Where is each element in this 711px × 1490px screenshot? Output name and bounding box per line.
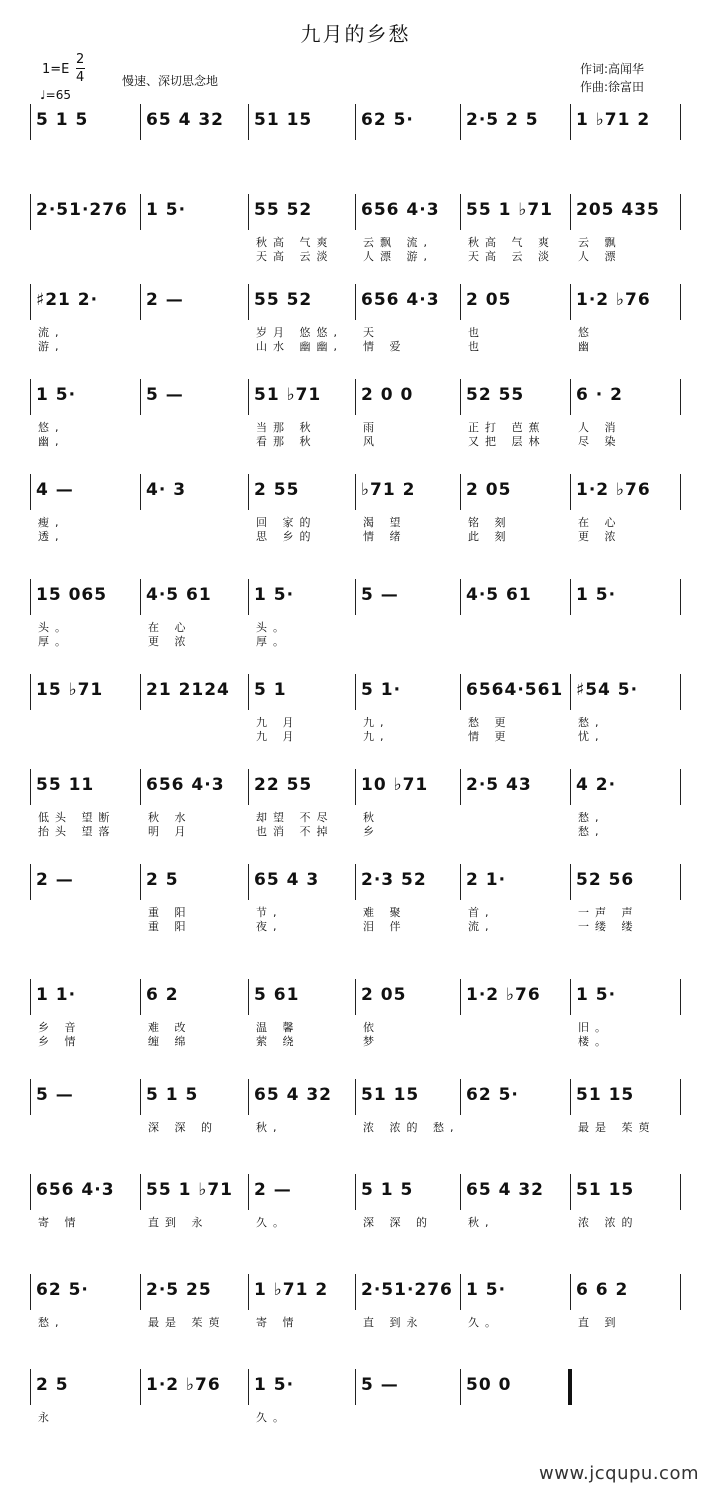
measure-notes: 15 ♭71 — [36, 680, 104, 700]
bar-line — [570, 379, 571, 415]
bar-line — [680, 674, 681, 710]
lyric-verse-1: 乡 音 — [38, 1021, 82, 1034]
measure-notes: 5 1 5 — [361, 1180, 414, 1200]
lyric-verse-2: 尽 染 — [578, 435, 622, 448]
lyric-verse-1: 秋, — [256, 1121, 283, 1134]
bar-line — [30, 674, 31, 710]
measure-notes: 50 0 — [466, 1375, 512, 1395]
bar-line — [140, 1174, 141, 1210]
bar-line — [248, 1079, 249, 1115]
bar-line — [140, 1079, 141, 1115]
bar-line — [140, 474, 141, 510]
lyric-verse-2: 情 爱 — [363, 340, 407, 353]
bar-line — [248, 579, 249, 615]
lyric-verse-2: 厚。 — [38, 635, 72, 648]
measure-notes: 55 11 — [36, 775, 95, 795]
lyric-verse-2: 天高 云淡 — [256, 250, 334, 263]
bar-line — [460, 769, 461, 805]
measure-notes: 51 15 — [254, 110, 313, 130]
measure-notes: 5 — — [361, 585, 399, 605]
lyric-verse-2: 幽 — [578, 340, 595, 353]
lyric-verse-2: 九, — [363, 730, 390, 743]
measure-notes: 2 0 0 — [361, 385, 414, 405]
page-title: 九月的乡愁 — [300, 22, 411, 46]
bar-line — [460, 284, 461, 320]
bar-line — [570, 284, 571, 320]
measure-notes: 1·2 ♭76 — [576, 480, 651, 500]
lyric-verse-2: 幽, — [38, 435, 65, 448]
bar-line — [680, 979, 681, 1015]
lyric-verse-2: 九 月 — [256, 730, 300, 743]
lyricist-credit: 作词:高闻华 — [580, 62, 645, 76]
lyric-verse-1: 温 馨 — [256, 1021, 300, 1034]
bar-line — [248, 379, 249, 415]
bar-line — [355, 104, 356, 140]
bar-line — [680, 379, 681, 415]
measure-notes: 55 1 ♭71 — [146, 1180, 233, 1200]
bar-line — [30, 1079, 31, 1115]
bar-line — [680, 1174, 681, 1210]
measure-notes: 4· 3 — [146, 480, 187, 500]
measure-notes: 2 55 — [254, 480, 300, 500]
measure-notes: 65 4 32 — [466, 1180, 544, 1200]
measure-notes: 5 — — [146, 385, 184, 405]
bar-line — [570, 674, 571, 710]
lyric-verse-1: 在 心 — [578, 516, 622, 529]
measure-notes: 1 5· — [254, 585, 295, 605]
lyric-verse-1: 人 消 — [578, 421, 622, 434]
bar-line — [460, 864, 461, 900]
lyric-verse-1: 重 阳 — [148, 906, 192, 919]
bar-line — [680, 474, 681, 510]
lyric-verse-1: 天 — [363, 326, 380, 339]
measure-notes: 2·5 25 — [146, 1280, 212, 1300]
measure-notes: 656 4·3 — [146, 775, 225, 795]
measure-notes: ♯21 2· — [36, 290, 99, 310]
measure-notes: 62 5· — [361, 110, 414, 130]
lyric-verse-2: 此 刻 — [468, 530, 512, 543]
bar-line — [248, 864, 249, 900]
measure-notes: 65 4 32 — [146, 110, 224, 130]
bar-line — [460, 474, 461, 510]
lyric-verse-1: 一声 声 — [578, 906, 639, 919]
bar-line — [30, 769, 31, 805]
measure-notes: ♯54 5· — [576, 680, 639, 700]
lyric-verse-1: 直到 永 — [148, 1216, 209, 1229]
lyric-verse-2: 也 — [468, 340, 485, 353]
expression-mark: 慢速、深切思念地 — [122, 74, 219, 88]
time-signature-top: 2 — [76, 52, 85, 67]
measure-notes: 5 1 — [254, 680, 287, 700]
lyric-verse-2: 思 乡的 — [256, 530, 317, 543]
lyric-verse-2: 一缕 缕 — [578, 920, 639, 933]
measure-notes: 656 4·3 — [36, 1180, 115, 1200]
measure-notes: 656 4·3 — [361, 200, 440, 220]
bar-line — [248, 674, 249, 710]
measure-notes: 2·3 52 — [361, 870, 427, 890]
lyric-verse-1: 在 心 — [148, 621, 192, 634]
watermark: www.jcqupu.com — [539, 1463, 699, 1484]
bar-line — [140, 979, 141, 1015]
lyric-verse-1: 愁 更 — [468, 716, 512, 729]
bar-line — [460, 194, 461, 230]
lyric-verse-1: 浓 浓的 愁, — [363, 1121, 460, 1134]
measure-notes: 4 2· — [576, 775, 617, 795]
lyric-verse-1: 九, — [363, 716, 390, 729]
bar-line — [355, 769, 356, 805]
lyric-verse-1: 久。 — [256, 1411, 290, 1424]
lyric-verse-2: 游, — [38, 340, 65, 353]
bar-line — [140, 104, 141, 140]
bar-line — [570, 194, 571, 230]
lyric-verse-2: 楼。 — [578, 1035, 612, 1048]
time-signature-bottom: 4 — [76, 70, 85, 85]
bar-line — [355, 864, 356, 900]
bar-line — [140, 284, 141, 320]
lyric-verse-1: 悠 — [578, 326, 595, 339]
measure-notes: 62 5· — [36, 1280, 89, 1300]
lyric-verse-1: 秋 水 — [148, 811, 192, 824]
bar-line — [460, 379, 461, 415]
bar-line — [248, 474, 249, 510]
bar-line — [30, 1274, 31, 1310]
measure-notes: 65 4 3 — [254, 870, 320, 890]
bar-line — [30, 1369, 31, 1405]
lyric-verse-1: 难 改 — [148, 1021, 192, 1034]
measure-notes: 2·51·276 — [361, 1280, 453, 1300]
bar-line — [460, 674, 461, 710]
measure-notes: 2·5 43 — [466, 775, 532, 795]
measure-notes: 52 55 — [466, 385, 525, 405]
measure-notes: 6564·561 — [466, 680, 564, 700]
lyric-verse-2: 人 漂 — [578, 250, 622, 263]
bar-line — [680, 194, 681, 230]
measure-notes: ♭71 2 — [361, 480, 416, 500]
bar-line — [30, 104, 31, 140]
bar-line — [680, 864, 681, 900]
final-barline — [568, 1369, 572, 1405]
lyric-verse-2: 缠 绵 — [148, 1035, 192, 1048]
measure-notes: 1 5· — [146, 200, 187, 220]
measure-notes: 1·2 ♭76 — [466, 985, 541, 1005]
lyric-verse-2: 又把 层林 — [468, 435, 546, 448]
lyric-verse-2: 忧, — [578, 730, 605, 743]
lyric-verse-2: 山水 幽幽, — [256, 340, 343, 353]
bar-line — [355, 1369, 356, 1405]
measure-notes: 5 — — [361, 1375, 399, 1395]
lyric-verse-1: 岁月 悠悠, — [256, 326, 343, 339]
bar-line — [460, 1079, 461, 1115]
lyric-verse-1: 愁, — [578, 811, 605, 824]
lyric-verse-1: 流, — [38, 326, 65, 339]
bar-line — [570, 579, 571, 615]
composer-credit: 作曲:徐富田 — [580, 80, 645, 94]
bar-line — [248, 104, 249, 140]
bar-line — [140, 1274, 141, 1310]
measure-notes: 2 — — [146, 290, 184, 310]
measure-notes: 1 5· — [254, 1375, 295, 1395]
lyric-verse-2: 萦 绕 — [256, 1035, 300, 1048]
lyric-verse-1: 低头 望断 — [38, 811, 116, 824]
measure-notes: 4·5 61 — [146, 585, 212, 605]
lyric-verse-2: 梦 — [363, 1035, 380, 1048]
bar-line — [680, 1274, 681, 1310]
lyric-verse-1: 寄 情 — [256, 1316, 300, 1329]
lyric-verse-1: 依 — [363, 1021, 380, 1034]
lyric-verse-1: 云 飘 — [578, 236, 622, 249]
lyric-verse-1: 云飘 流, — [363, 236, 433, 249]
measure-notes: 2 5 — [36, 1375, 69, 1395]
lyric-verse-2: 明 月 — [148, 825, 192, 838]
lyric-verse-2: 厚。 — [256, 635, 290, 648]
lyric-verse-2: 乡 情 — [38, 1035, 82, 1048]
lyric-verse-2: 重 阳 — [148, 920, 192, 933]
measure-notes: 656 4·3 — [361, 290, 440, 310]
bar-line — [460, 1174, 461, 1210]
bar-line — [30, 194, 31, 230]
measure-notes: 51 ♭71 — [254, 385, 322, 405]
bar-line — [355, 1079, 356, 1115]
lyric-verse-1: 最是 茱萸 — [578, 1121, 656, 1134]
lyric-verse-1: 渴 望 — [363, 516, 407, 529]
bar-line — [140, 379, 141, 415]
bar-line — [460, 1369, 461, 1405]
bar-line — [570, 979, 571, 1015]
lyric-verse-1: 寄 情 — [38, 1216, 82, 1229]
bar-line — [570, 1079, 571, 1115]
lyric-verse-2: 更 浓 — [578, 530, 622, 543]
lyric-verse-1: 久。 — [256, 1216, 290, 1229]
bar-line — [460, 979, 461, 1015]
lyric-verse-1: 久。 — [468, 1316, 502, 1329]
bar-line — [30, 379, 31, 415]
bar-line — [30, 474, 31, 510]
lyric-verse-1: 秋高 气 爽 — [468, 236, 555, 249]
measure-notes: 55 52 — [254, 290, 313, 310]
bar-line — [680, 104, 681, 140]
measure-notes: 2·5 2 5 — [466, 110, 539, 130]
measure-notes: 5 1 5 — [36, 110, 89, 130]
bar-line — [140, 1369, 141, 1405]
measure-notes: 55 1 ♭71 — [466, 200, 553, 220]
bar-line — [460, 579, 461, 615]
bar-line — [680, 1079, 681, 1115]
lyric-verse-1: 九 月 — [256, 716, 300, 729]
lyric-verse-2: 夜, — [256, 920, 283, 933]
bar-line — [140, 769, 141, 805]
lyric-verse-2: 愁, — [578, 825, 605, 838]
lyric-verse-1: 难 聚 — [363, 906, 407, 919]
bar-line — [248, 979, 249, 1015]
measure-notes: 4·5 61 — [466, 585, 532, 605]
measure-notes: 1 5· — [36, 385, 77, 405]
bar-line — [248, 1369, 249, 1405]
lyric-verse-1: 雨 — [363, 421, 380, 434]
bar-line — [30, 1174, 31, 1210]
lyric-verse-1: 愁, — [578, 716, 605, 729]
lyric-verse-1: 头。 — [38, 621, 72, 634]
measure-notes: 2 05 — [466, 480, 512, 500]
bar-line — [460, 104, 461, 140]
bar-line — [460, 1274, 461, 1310]
lyric-verse-2: 泪 伴 — [363, 920, 407, 933]
measure-notes: 2 5 — [146, 870, 179, 890]
bar-line — [570, 104, 571, 140]
measure-notes: 1 ♭71 2 — [254, 1280, 329, 1300]
lyric-verse-1: 也 — [468, 326, 485, 339]
lyric-verse-1: 深 深 的 — [363, 1216, 433, 1229]
measure-notes: 51 15 — [576, 1180, 635, 1200]
measure-notes: 15 065 — [36, 585, 108, 605]
measure-notes: 1·2 ♭76 — [146, 1375, 221, 1395]
bar-line — [30, 979, 31, 1015]
measure-notes: 2 1· — [466, 870, 507, 890]
bar-line — [355, 1174, 356, 1210]
lyric-verse-1: 深 深 的 — [148, 1121, 218, 1134]
measure-notes: 65 4 32 — [254, 1085, 332, 1105]
measure-notes: 2 05 — [361, 985, 407, 1005]
key-signature: 1=E — [42, 62, 70, 77]
lyric-verse-2: 透, — [38, 530, 65, 543]
bar-line — [355, 194, 356, 230]
bar-line — [570, 1174, 571, 1210]
lyric-verse-1: 愁, — [38, 1316, 65, 1329]
bar-line — [248, 284, 249, 320]
bar-line — [355, 474, 356, 510]
measure-notes: 21 2124 — [146, 680, 230, 700]
bar-line — [30, 864, 31, 900]
bar-line — [248, 1274, 249, 1310]
measure-notes: 5 — — [36, 1085, 74, 1105]
measure-notes: 205 435 — [576, 200, 660, 220]
bar-line — [140, 194, 141, 230]
measure-notes: 1 ♭71 2 — [576, 110, 651, 130]
lyric-verse-1: 铭 刻 — [468, 516, 512, 529]
bar-line — [30, 284, 31, 320]
lyric-verse-1: 旧。 — [578, 1021, 612, 1034]
measure-notes: 6 · 2 — [576, 385, 623, 405]
measure-notes: 51 15 — [361, 1085, 420, 1105]
measure-notes: 62 5· — [466, 1085, 519, 1105]
lyric-verse-1: 当那 秋 — [256, 421, 317, 434]
measure-notes: 2·51·276 — [36, 200, 128, 220]
bar-line — [355, 979, 356, 1015]
lyric-verse-2: 更 浓 — [148, 635, 192, 648]
measure-notes: 5 1· — [361, 680, 402, 700]
time-signature-line — [76, 68, 85, 69]
lyric-verse-1: 直 到永 — [363, 1316, 424, 1329]
lyric-verse-2: 天高 云 淡 — [468, 250, 555, 263]
lyric-verse-2: 乡 — [363, 825, 380, 838]
bar-line — [680, 769, 681, 805]
measure-notes: 1 5· — [576, 585, 617, 605]
lyric-verse-1: 瘦, — [38, 516, 65, 529]
measure-notes: 4 — — [36, 480, 74, 500]
lyric-verse-1: 却望 不尽 — [256, 811, 334, 824]
bar-line — [248, 769, 249, 805]
tempo-mark: ♩=65 — [40, 88, 71, 102]
bar-line — [570, 864, 571, 900]
measure-notes: 5 61 — [254, 985, 300, 1005]
lyric-verse-2: 风 — [363, 435, 380, 448]
lyric-verse-2: 情 更 — [468, 730, 512, 743]
measure-notes: 6 6 2 — [576, 1280, 629, 1300]
lyric-verse-1: 秋, — [468, 1216, 495, 1229]
bar-line — [570, 1274, 571, 1310]
measure-notes: 1 5· — [466, 1280, 507, 1300]
measure-notes: 2 05 — [466, 290, 512, 310]
lyric-verse-1: 永 — [38, 1411, 55, 1424]
bar-line — [355, 284, 356, 320]
lyric-verse-2: 看那 秋 — [256, 435, 317, 448]
bar-line — [140, 674, 141, 710]
measure-notes: 2 — — [36, 870, 74, 890]
lyric-verse-2: 人漂 游, — [363, 250, 433, 263]
lyric-verse-1: 正打 芭蕉 — [468, 421, 546, 434]
lyric-verse-1: 最是 茱萸 — [148, 1316, 226, 1329]
lyric-verse-1: 直 到 — [578, 1316, 622, 1329]
measure-notes: 2 — — [254, 1180, 292, 1200]
measure-notes: 5 1 5 — [146, 1085, 199, 1105]
bar-line — [140, 579, 141, 615]
measure-notes: 22 55 — [254, 775, 313, 795]
lyric-verse-2: 流, — [468, 920, 495, 933]
lyric-verse-2: 抬头 望落 — [38, 825, 116, 838]
bar-line — [355, 674, 356, 710]
measure-notes: 6 2 — [146, 985, 179, 1005]
measure-notes: 1·2 ♭76 — [576, 290, 651, 310]
bar-line — [355, 379, 356, 415]
bar-line — [680, 284, 681, 320]
bar-line — [570, 474, 571, 510]
bar-line — [140, 864, 141, 900]
measure-notes: 51 15 — [576, 1085, 635, 1105]
bar-line — [248, 194, 249, 230]
lyric-verse-1: 节, — [256, 906, 283, 919]
measure-notes: 55 52 — [254, 200, 313, 220]
bar-line — [570, 769, 571, 805]
lyric-verse-1: 浓 浓的 — [578, 1216, 639, 1229]
bar-line — [680, 579, 681, 615]
bar-line — [355, 1274, 356, 1310]
bar-line — [248, 1174, 249, 1210]
lyric-verse-2: 情 绪 — [363, 530, 407, 543]
lyric-verse-1: 首, — [468, 906, 495, 919]
measure-notes: 1 5· — [576, 985, 617, 1005]
bar-line — [30, 579, 31, 615]
measure-notes: 10 ♭71 — [361, 775, 429, 795]
measure-notes: 1 1· — [36, 985, 77, 1005]
lyric-verse-1: 回 家的 — [256, 516, 317, 529]
lyric-verse-1: 头。 — [256, 621, 290, 634]
lyric-verse-1: 秋高 气爽 — [256, 236, 334, 249]
lyric-verse-1: 秋 — [363, 811, 380, 824]
lyric-verse-2: 也消 不掉 — [256, 825, 334, 838]
lyric-verse-1: 悠, — [38, 421, 65, 434]
measure-notes: 52 56 — [576, 870, 635, 890]
bar-line — [355, 579, 356, 615]
